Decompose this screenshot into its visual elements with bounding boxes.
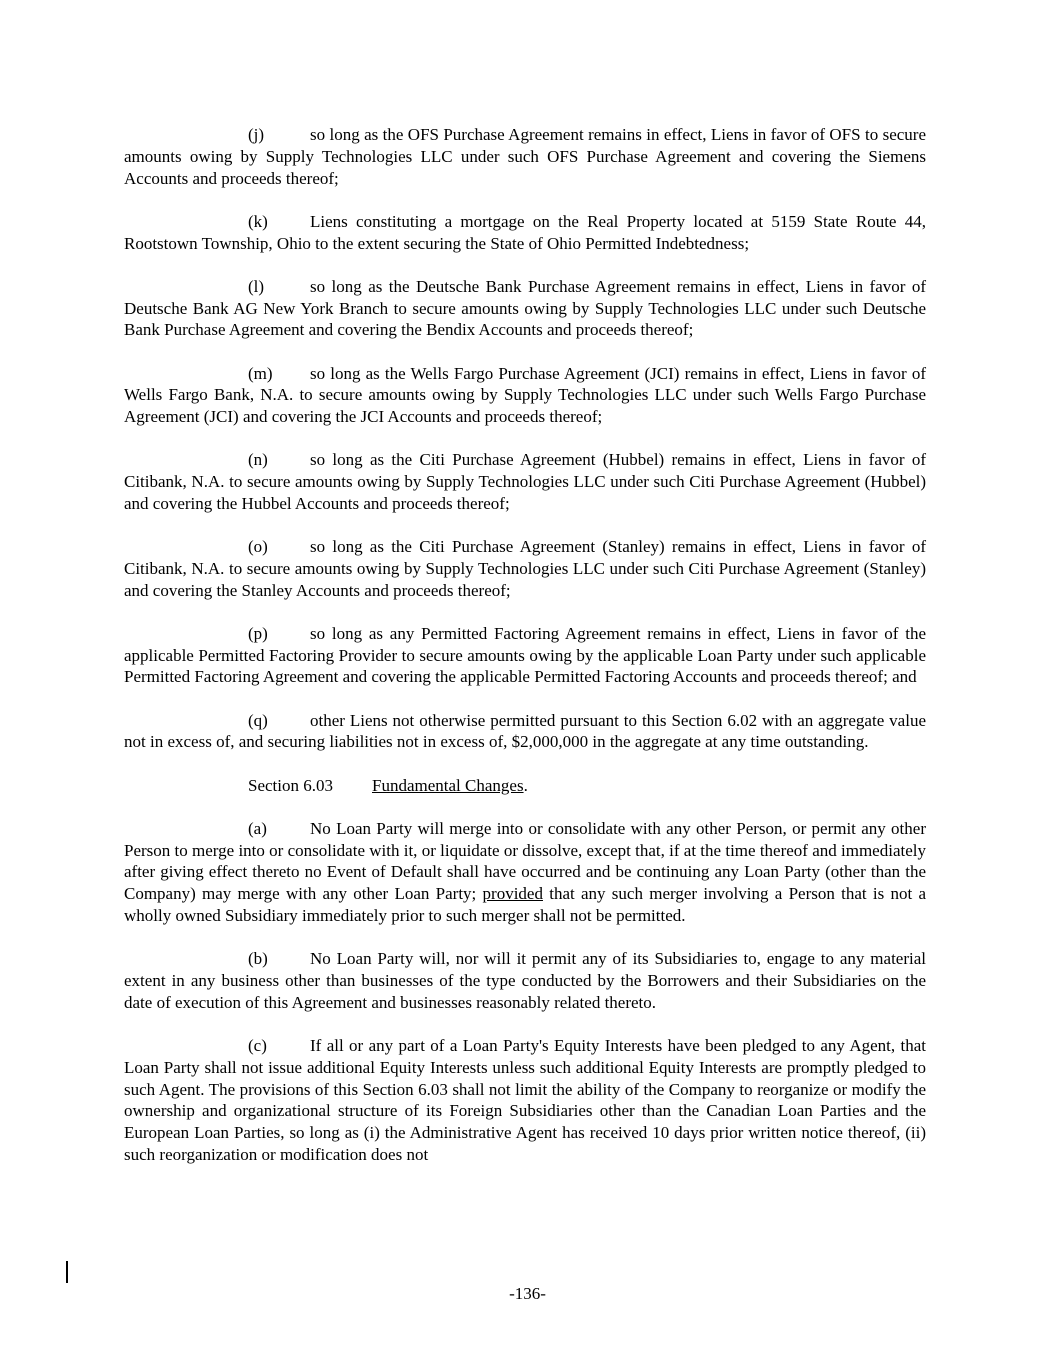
clause-l (124, 276, 926, 341)
provided-term: provided (482, 884, 543, 904)
section-number: Section 6.03 (248, 775, 333, 795)
clause-text: so long as the Wells Fargo Purchase Agreement (JCI) remains in effect, Liens in favor of Wells Fargo Bank, N.A. to secure amounts owing by Supply Technologies LLC under such Wells Fargo Purchase Agreement (JCI) and covering the JCI Accounts and proceeds thereof; (124, 363, 926, 427)
clause-label: (m) (248, 363, 273, 383)
section-title-suffix: . (523, 775, 528, 795)
clause-text: so long as the OFS Purchase Agreement remains in effect, Liens in favor of OFS to secure amounts owing by Supply Technologies LLC under such OFS Purchase Agreement and covering the Siemens Accounts and proceeds thereof; (124, 125, 926, 188)
clause-text: so long as the Citi Purchase Agreement (Hubbel) remains in effect, Liens in favor of Citibank, N.A. to secure amounts owing by Supply Technologies LLC under such Citi Purchase Agreement (Hubbel) and covering the Hubbel Accounts and proceeds thereof; (124, 450, 926, 513)
clause-text: No Loan Party will, nor will it permit any of its Subsidiaries to, engage to any material extent in any business other than businesses of the type conducted by the Borrowers and their Subsidiaries on the date of execution of this Agreement and businesses reasonably related thereto. (124, 949, 926, 1012)
section-clause-a (124, 818, 926, 927)
clause-label: (o) (248, 537, 268, 557)
revision-change-bar (66, 1261, 68, 1283)
clause-label: (j) (248, 125, 265, 144)
clause-label: (q) (248, 710, 268, 730)
section-heading (124, 775, 926, 797)
clause-text: so long as any Permitted Factoring Agreement remains in effect, Liens in favor of the applicable Permitted Factoring Provider to secure amounts owing by the applicable Loan Party under such applicable Permitted Factoring Agreement and covering the applicable Permitted Factoring Accounts and proceeds thereof; and (124, 623, 926, 687)
document-page (124, 124, 926, 1187)
clause-label: (n) (248, 450, 268, 470)
clause-o (124, 536, 926, 601)
page-number: -136- (509, 1284, 546, 1303)
clause-text-continued: that any such merger involving a Person that is not a wholly owned Subsidiary immediately prior to such merger shall not be permitted. (124, 884, 926, 926)
clause-q (124, 710, 926, 754)
clause-text: If all or any part of a Loan Party's Equity Interests have been pledged to any Agent, that Loan Party shall not issue additional Equity Interests unless such additional Equity Interests are promptly pledged to such Agent. The provisions of this Section 6.03 shall not limit the ability of the Company to reorganize or modify the ownership and organizational structure of its Foreign Subsidiaries other than the Canadian Loan Parties and the European Loan Parties, so long as (i) the Administrative Agent has received 10 days prior written notice thereof, (ii) such reorganization or modification does not (124, 1036, 926, 1164)
clause-label: (c) (248, 1036, 267, 1055)
clause-m (124, 363, 926, 428)
clause-p (124, 623, 926, 688)
clause-text: so long as the Deutsche Bank Purchase Agreement remains in effect, Liens in favor of Deutsche Bank AG New York Branch to secure amounts owing by Supply Technologies LLC under such Deutsche Bank Purchase Agreement and covering the Bendix Accounts and proceeds thereof; (124, 276, 926, 340)
clause-label: (k) (248, 211, 268, 231)
section-title: Fundamental Changes (372, 775, 524, 795)
clause-label: (l) (248, 276, 265, 296)
clause-label: (b) (248, 949, 268, 969)
clause-n (124, 449, 926, 514)
section-clause-b (124, 948, 926, 1013)
section-clause-c (124, 1035, 926, 1166)
clause-k (124, 211, 926, 255)
clause-text: Liens constituting a mortgage on the Real Property located at 5159 State Route 44, Rootstown Township, Ohio to the extent securing the State of Ohio Permitted Indebtedness; (124, 211, 926, 253)
clause-label: (p) (248, 623, 268, 643)
clause-text: No Loan Party will merge into or consolidate with any other Person, or permit any other Person to merge into or consolidate with it, or liquidate or dissolve, except that, if at the time thereof and immediately after giving effect thereto no Event of Default shall have occurred and be continuing any Loan Party (other than the Company) may merge with any other Loan Party; (124, 818, 926, 904)
clause-label: (a) (248, 818, 267, 838)
clause-text: other Liens not otherwise permitted pursuant to this Section 6.02 with an aggregate value not in excess of, and securing liabilities not in excess of, $2,000,000 in the aggregate at any time outstanding. (124, 710, 926, 752)
clause-text: so long as the Citi Purchase Agreement (Stanley) remains in effect, Liens in favor of Citibank, N.A. to secure amounts owing by Supply Technologies LLC under such Citi Purchase Agreement (Stanley) and covering the Stanley Accounts and proceeds thereof; (124, 537, 926, 600)
clause-j (124, 124, 926, 189)
